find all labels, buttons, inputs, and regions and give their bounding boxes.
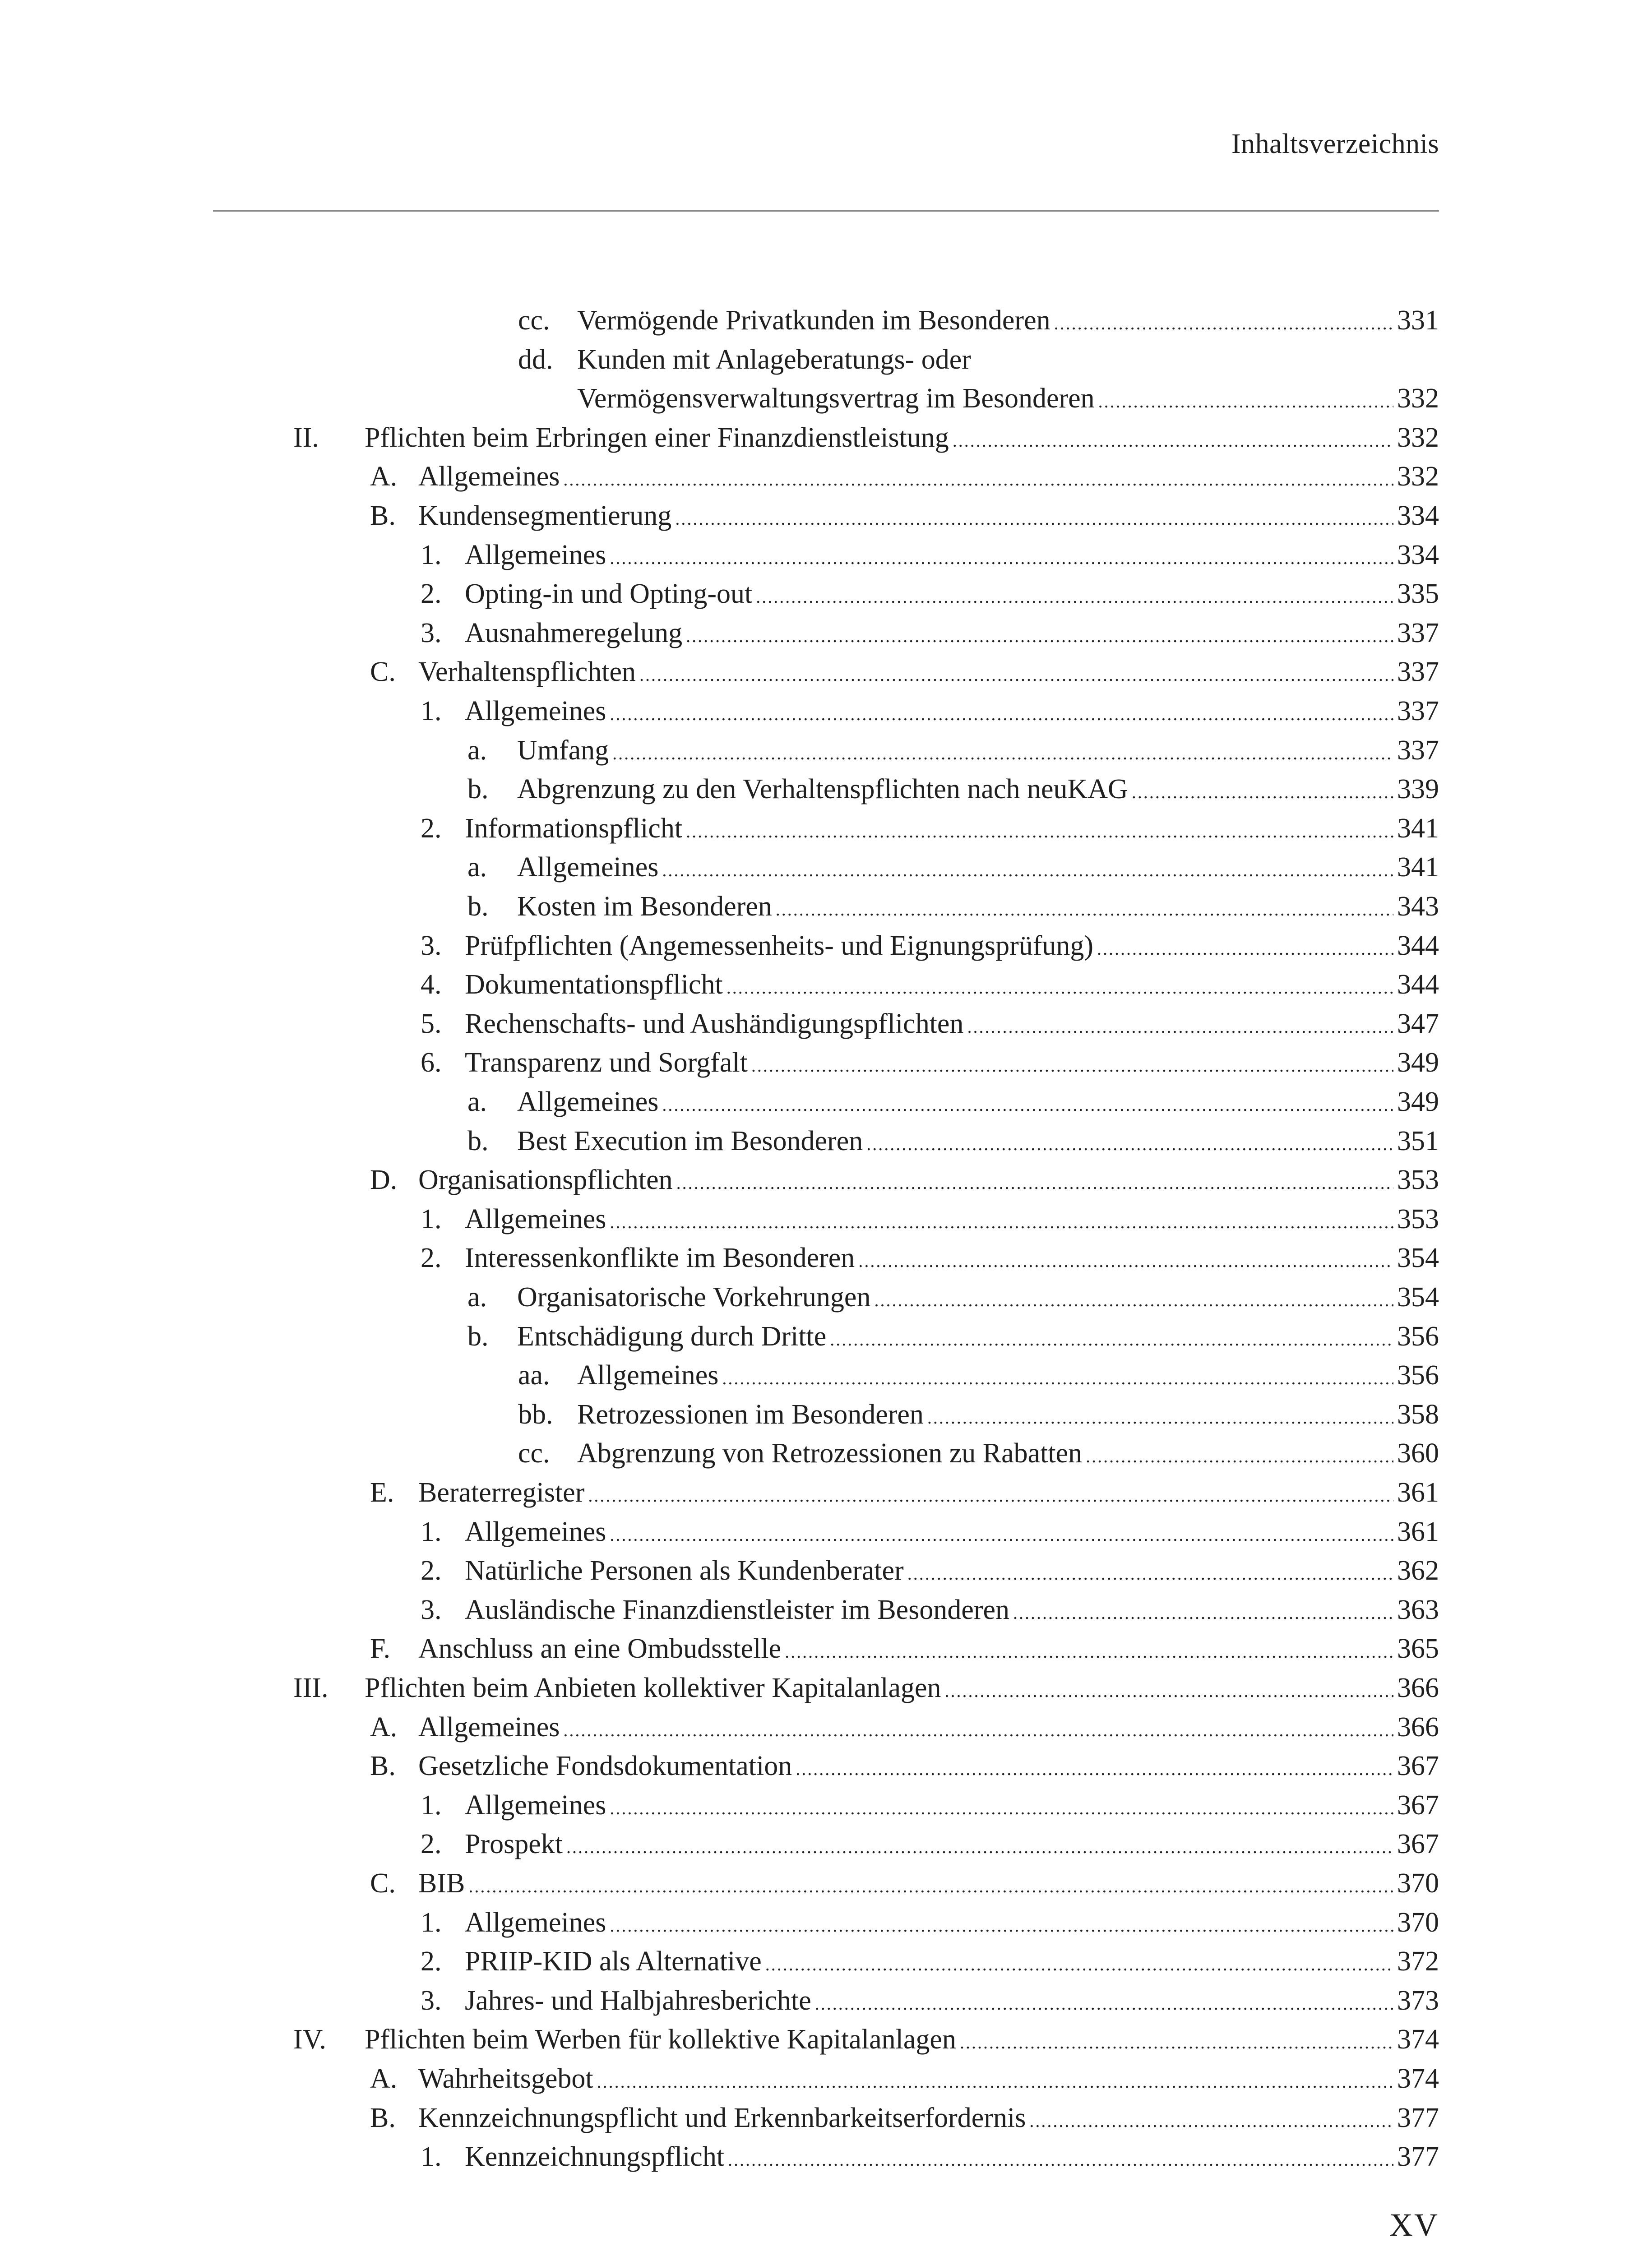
- dot-leader: [907, 1556, 1393, 1592]
- toc-entry-title: Opting-in und Opting-out: [465, 578, 753, 610]
- toc-entry-page: 349: [1397, 1086, 1439, 1117]
- toc-entry-number: 4.: [421, 969, 442, 1000]
- toc-entry: [467, 1279, 1439, 1315]
- toc-entry: [518, 1435, 1439, 1471]
- toc-entry-number: 3.: [421, 1594, 442, 1625]
- toc-entry-title: PRIIP-KID als Alternative: [465, 1946, 762, 1977]
- page-number: XV: [1389, 2207, 1439, 2243]
- toc-entry: [370, 1631, 1439, 1667]
- toc-entry-page: 341: [1397, 852, 1439, 883]
- toc-entry-title: Prospekt: [465, 1829, 563, 1860]
- dot-leader: [610, 696, 1393, 732]
- toc-entry-page: 337: [1397, 656, 1439, 688]
- toc-entry-page: 344: [1397, 969, 1439, 1000]
- dot-leader: [967, 1009, 1393, 1045]
- dot-leader: [776, 892, 1393, 928]
- toc-entry: [518, 1357, 1439, 1393]
- toc-entry: [518, 342, 1439, 378]
- dot-leader: [676, 1165, 1393, 1201]
- toc-entry-page: 370: [1397, 1907, 1439, 1938]
- dot-leader: [751, 1048, 1393, 1084]
- toc-entry-number: a.: [467, 1086, 487, 1117]
- toc-entry-number: cc.: [518, 1438, 550, 1469]
- toc-entry: [467, 849, 1439, 885]
- toc-entry-number: 3.: [421, 930, 442, 961]
- dot-leader: [1132, 774, 1393, 810]
- dot-leader: [612, 735, 1393, 772]
- toc-entry-title: Ausländische Finanzdienstleister im Besonderen: [465, 1594, 1010, 1625]
- toc-entry-number: b.: [467, 1125, 489, 1156]
- dot-leader: [468, 1868, 1393, 1905]
- dot-leader: [1086, 1438, 1393, 1475]
- toc-entry-page: 374: [1397, 2063, 1439, 2094]
- toc-entry: [518, 302, 1439, 338]
- toc-entry: [370, 458, 1439, 495]
- toc-entry-title: Vermögensverwaltungsvertrag im Besonderen: [577, 383, 1095, 414]
- dot-leader: [563, 1712, 1393, 1748]
- toc-entry-title: Entschädigung durch Dritte: [517, 1321, 827, 1352]
- toc-entry-title: Verhaltenspflichten: [418, 656, 636, 688]
- toc-entry-number: b.: [467, 1321, 489, 1352]
- toc-entry-title: Pflichten beim Werben für kollektive Kapitalanlagen: [365, 2024, 956, 2055]
- toc-entry-page: 332: [1397, 383, 1439, 414]
- toc-entry-number: A.: [370, 1711, 398, 1743]
- toc-entry-title: BIB: [418, 1868, 465, 1899]
- toc-entry-number: F.: [370, 1633, 391, 1664]
- toc-entry: [421, 810, 1439, 846]
- toc-entry-title: Jahres- und Halbjahresberichte: [465, 1985, 811, 2016]
- toc-entry-number: dd.: [518, 344, 553, 375]
- toc-entry: [421, 1201, 1439, 1237]
- toc-entry-page: 337: [1397, 617, 1439, 648]
- toc-entry-number: A.: [370, 461, 398, 492]
- toc-entry-title: Wahrheitsgebot: [418, 2063, 593, 2094]
- dot-leader: [1013, 1595, 1393, 1631]
- dot-leader: [1029, 2103, 1393, 2139]
- toc-entry-page: 360: [1397, 1438, 1439, 1469]
- toc-entry-title: Allgemeines: [418, 461, 560, 492]
- toc-entry-page: 370: [1397, 1868, 1439, 1899]
- toc-entry-page: 353: [1397, 1165, 1439, 1196]
- toc-entry-number: C.: [370, 656, 396, 688]
- toc-entry-title: Allgemeines: [465, 1516, 606, 1547]
- toc-entry-title: Pflichten beim Erbringen einer Finanzdienstleistung: [365, 422, 949, 453]
- toc-entry-number: aa.: [518, 1360, 550, 1391]
- toc-entry-page: 374: [1397, 2024, 1439, 2055]
- toc-entry-number: A.: [370, 2063, 398, 2094]
- toc-entry-title: Abgrenzung zu den Verhaltenspflichten nach neuKAG: [517, 774, 1128, 805]
- toc-entry-number: 1.: [421, 1907, 442, 1938]
- toc-entry: [421, 537, 1439, 573]
- toc-entry-title: Kosten im Besonderen: [517, 891, 772, 922]
- dot-leader: [866, 1126, 1393, 1162]
- dot-leader: [588, 1478, 1393, 1514]
- toc-entry-number: 1.: [421, 1516, 442, 1547]
- toc-entry-title: Allgemeines: [465, 1203, 606, 1234]
- dot-leader: [675, 501, 1393, 537]
- toc-entry: [370, 654, 1439, 690]
- toc-entry: [421, 576, 1439, 612]
- toc-entry: [421, 1943, 1439, 1979]
- toc-entry: [421, 1045, 1439, 1081]
- toc-entry: [421, 1826, 1439, 1862]
- toc-entry: [370, 2061, 1439, 2097]
- dot-leader: [830, 1322, 1393, 1358]
- toc-entry-number: b.: [467, 891, 489, 922]
- toc-entry-number: 6.: [421, 1047, 442, 1078]
- toc-entry-title: Umfang: [517, 735, 609, 766]
- dot-leader: [722, 1360, 1393, 1396]
- toc-entry-page: 353: [1397, 1203, 1439, 1234]
- dot-leader: [1098, 384, 1393, 420]
- dot-leader: [785, 1634, 1393, 1670]
- toc-entry: [370, 1475, 1439, 1511]
- dot-leader: [563, 462, 1393, 498]
- dot-leader: [796, 1751, 1393, 1787]
- toc-entry: [421, 1905, 1439, 1941]
- toc-entry-number: III.: [293, 1673, 329, 1703]
- toc-entry: [421, 1592, 1439, 1628]
- toc-entry-page: 363: [1397, 1594, 1439, 1625]
- toc-entry-title: Allgemeines: [517, 852, 659, 883]
- toc-entry-title: Best Execution im Besonderen: [517, 1125, 863, 1156]
- toc-entry-title: Kundensegmentierung: [418, 500, 672, 531]
- dot-leader: [953, 423, 1393, 459]
- toc-entry-title: Allgemeines: [418, 1711, 560, 1743]
- dot-leader: [765, 1946, 1393, 1983]
- toc-entry-title: Kennzeichnungspflicht: [465, 2141, 725, 2173]
- toc-entry-number: 1.: [421, 1789, 442, 1821]
- header-divider: [213, 210, 1439, 212]
- toc-entry-page: 344: [1397, 930, 1439, 961]
- dot-leader: [756, 579, 1393, 615]
- toc-entry-number: 2.: [421, 1243, 442, 1274]
- toc-entry-number: 3.: [421, 1985, 442, 2016]
- toc-entry-title: Kennzeichnungspflicht und Erkennbarkeitserfordernis: [418, 2102, 1026, 2133]
- toc-entry-page: 347: [1397, 1008, 1439, 1039]
- toc-entry-number: 1.: [421, 2141, 442, 2173]
- toc-entry-page: 332: [1397, 422, 1439, 453]
- toc-entry-page: 377: [1397, 2102, 1439, 2133]
- dot-leader: [960, 2025, 1393, 2061]
- toc-entry: [467, 1084, 1439, 1120]
- toc-entry-page: 372: [1397, 1946, 1439, 1977]
- toc-entry-page: 349: [1397, 1047, 1439, 1078]
- dot-leader: [728, 2142, 1393, 2178]
- toc-entry-title: Allgemeines: [465, 1907, 606, 1938]
- toc-entry-page: 356: [1397, 1360, 1439, 1391]
- toc-entry: [293, 2021, 1439, 2057]
- toc-entry-number: 2.: [421, 1946, 442, 1977]
- toc-entry-title: Rechenschafts- und Aushändigungspflichten: [465, 1008, 964, 1039]
- toc-entry-number: 1.: [421, 696, 442, 726]
- dot-leader: [686, 814, 1393, 850]
- toc-entry-number: b.: [467, 774, 489, 805]
- toc-entry-page: 367: [1397, 1789, 1439, 1821]
- dot-leader: [1097, 931, 1393, 967]
- toc-entry-page: 351: [1397, 1125, 1439, 1156]
- toc-entry-number: 2.: [421, 1555, 442, 1586]
- toc-entry-title: Informationspflicht: [465, 813, 683, 844]
- toc-entry-page: 331: [1397, 305, 1439, 336]
- toc-entry-number: cc.: [518, 305, 550, 336]
- toc-entry-title: Prüfpflichten (Angemessenheits- und Eignungsprüfung): [465, 930, 1094, 961]
- toc-entry: [421, 1240, 1439, 1276]
- toc-entry: [577, 380, 1439, 416]
- toc-entry-title: Dokumentationspflicht: [465, 969, 723, 1000]
- toc-entry-page: 337: [1397, 696, 1439, 726]
- dot-leader: [610, 1517, 1393, 1553]
- toc-entry-title: Gesetzliche Fondsdokumentation: [418, 1751, 792, 1782]
- toc-entry-title: Allgemeines: [465, 1789, 606, 1821]
- toc-entry-page: 356: [1397, 1321, 1439, 1352]
- toc-entry: [421, 1006, 1439, 1042]
- toc-entry-title: Ausnahmeregelung: [465, 617, 683, 648]
- toc-entry-page: 365: [1397, 1633, 1439, 1664]
- toc-entry: [421, 1553, 1439, 1589]
- toc-entry-number: 2.: [421, 578, 442, 610]
- toc-entry-number: 3.: [421, 617, 442, 648]
- toc-entry-number: E.: [370, 1477, 394, 1508]
- toc-entry-title: Kunden mit Anlageberatungs- oder: [577, 344, 971, 375]
- toc-entry: [370, 1162, 1439, 1198]
- toc-entry-number: B.: [370, 500, 396, 531]
- toc-entry-number: 1.: [421, 539, 442, 570]
- toc-entry: [421, 2139, 1439, 2175]
- toc-entry-page: 377: [1397, 2141, 1439, 2173]
- dot-leader: [662, 852, 1393, 888]
- toc-entry-page: 339: [1397, 774, 1439, 805]
- toc-entry: [370, 1709, 1439, 1745]
- dot-leader: [874, 1282, 1393, 1318]
- toc-entry: [421, 693, 1439, 729]
- toc-entry-title: Allgemeines: [577, 1360, 719, 1391]
- toc-entry-title: Pflichten beim Anbieten kollektiver Kapitalanlagen: [365, 1673, 941, 1703]
- toc-entry-number: IV.: [293, 2024, 326, 2055]
- dot-leader: [566, 1829, 1393, 1865]
- toc-entry: [467, 732, 1439, 768]
- toc-entry: [370, 1748, 1439, 1784]
- dot-leader: [945, 1673, 1393, 1709]
- toc-entry-number: a.: [467, 1282, 487, 1313]
- toc-entry-title: Retrozessionen im Besonderen: [577, 1399, 924, 1430]
- toc-entry-page: 334: [1397, 500, 1439, 531]
- dot-leader: [639, 657, 1393, 693]
- toc-entry-page: 367: [1397, 1751, 1439, 1782]
- toc-entry: [421, 615, 1439, 651]
- toc-entry-title: Organisationspflichten: [418, 1165, 673, 1196]
- toc-entry: [421, 928, 1439, 964]
- toc-entry: [421, 1787, 1439, 1823]
- toc-entry: [293, 1670, 1439, 1706]
- toc-entry-number: D.: [370, 1165, 398, 1196]
- toc-entry-number: a.: [467, 735, 487, 766]
- dot-leader: [1054, 305, 1393, 342]
- toc-entry: [370, 2100, 1439, 2136]
- toc-entry-title: Vermögende Privatkunden im Besonderen: [577, 305, 1050, 336]
- dot-leader: [727, 970, 1393, 1006]
- toc-entry-number: C.: [370, 1868, 396, 1899]
- toc-entry: [370, 498, 1439, 534]
- dot-leader: [815, 1986, 1393, 2022]
- toc-entry: [467, 1318, 1439, 1355]
- toc-entry-page: 361: [1397, 1516, 1439, 1547]
- dot-leader: [610, 1790, 1393, 1826]
- toc-entry: [370, 1865, 1439, 1901]
- dot-leader: [597, 2064, 1393, 2100]
- toc-entry-number: 2.: [421, 813, 442, 844]
- dot-leader: [927, 1400, 1393, 1436]
- toc-entry-title: Interessenkonflikte im Besonderen: [465, 1243, 855, 1274]
- toc-entry: [467, 888, 1439, 925]
- toc-entry-title: Beraterregister: [418, 1477, 585, 1508]
- toc-entry-number: 2.: [421, 1829, 442, 1860]
- toc-entry: [293, 420, 1439, 456]
- toc-entry-page: 367: [1397, 1829, 1439, 1860]
- toc-entry: [421, 966, 1439, 1003]
- dot-leader: [610, 1908, 1393, 1944]
- toc-entry: [467, 771, 1439, 807]
- toc-entry-page: 354: [1397, 1282, 1439, 1313]
- toc-entry-title: Organisatorische Vorkehrungen: [517, 1282, 871, 1313]
- toc-entry-page: 362: [1397, 1555, 1439, 1586]
- toc-entry-number: a.: [467, 852, 487, 883]
- toc-entry-title: Transparenz und Sorgfalt: [465, 1047, 748, 1078]
- toc-entry-number: 5.: [421, 1008, 442, 1039]
- toc-entry-page: 332: [1397, 461, 1439, 492]
- toc-entry-title: Allgemeines: [517, 1086, 659, 1117]
- toc-entry-number: B.: [370, 1751, 396, 1782]
- toc-entry-page: 366: [1397, 1711, 1439, 1743]
- dot-leader: [858, 1243, 1393, 1279]
- toc-entry: [518, 1396, 1439, 1433]
- toc-entry-page: 366: [1397, 1673, 1439, 1703]
- toc-entry-number: bb.: [518, 1399, 553, 1430]
- toc-entry-page: 358: [1397, 1399, 1439, 1430]
- toc-entry-title: Anschluss an eine Ombudsstelle: [418, 1633, 782, 1664]
- toc-entry-page: 341: [1397, 813, 1439, 844]
- toc-entry-number: II.: [293, 422, 319, 453]
- dot-leader: [686, 618, 1393, 654]
- toc-entry-page: 334: [1397, 539, 1439, 570]
- toc-entry: [467, 1123, 1439, 1159]
- toc-entry-title: Natürliche Personen als Kundenberater: [465, 1555, 904, 1586]
- dot-leader: [662, 1087, 1393, 1123]
- toc-entry-page: 373: [1397, 1985, 1439, 2016]
- dot-leader: [610, 1204, 1393, 1240]
- toc-entry-number: B.: [370, 2102, 396, 2133]
- toc-entry-page: 354: [1397, 1243, 1439, 1274]
- toc-entry-page: 361: [1397, 1477, 1439, 1508]
- toc-entry-page: 337: [1397, 735, 1439, 766]
- toc-entry-title: Allgemeines: [465, 539, 606, 570]
- toc-entry-page: 335: [1397, 578, 1439, 610]
- toc-entry-title: Abgrenzung von Retrozessionen zu Rabatten: [577, 1438, 1083, 1469]
- toc-entry: [421, 1983, 1439, 2019]
- toc-entry-page: 343: [1397, 891, 1439, 922]
- toc-entry-title: Allgemeines: [465, 696, 606, 726]
- dot-leader: [610, 540, 1393, 576]
- toc-entry-number: 1.: [421, 1203, 442, 1234]
- toc-entry: [421, 1514, 1439, 1550]
- running-header-title: Inhaltsverzeichnis: [1231, 129, 1439, 159]
